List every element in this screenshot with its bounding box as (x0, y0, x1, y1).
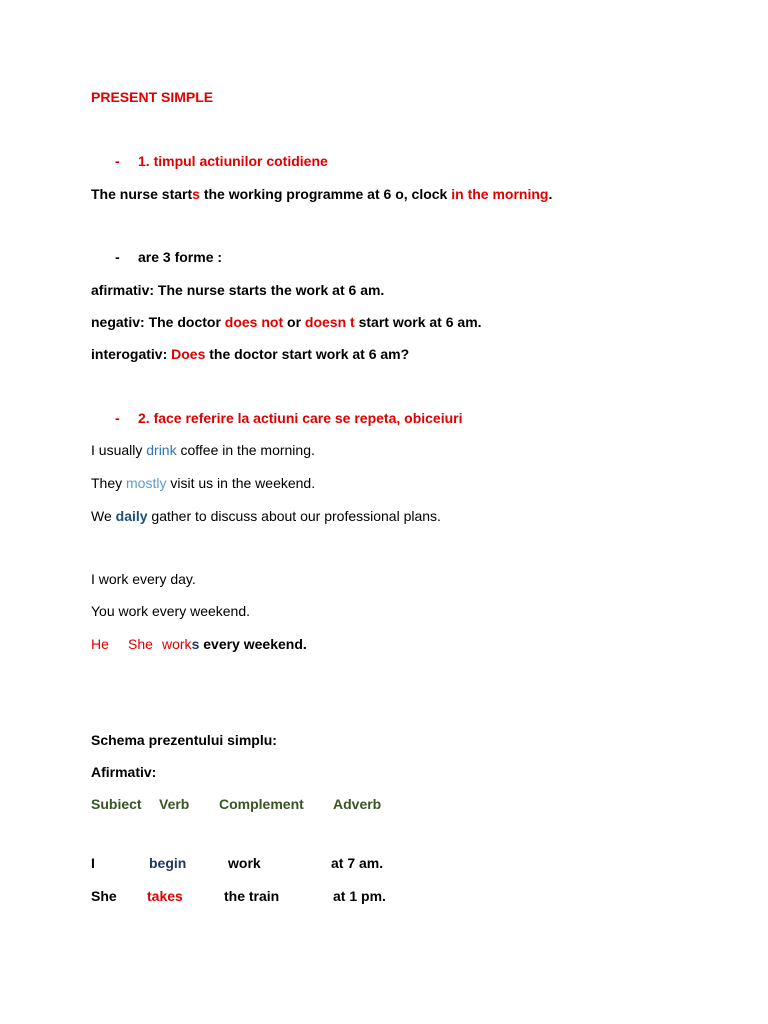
verb-highlight: drink (146, 442, 177, 458)
schema-row (91, 887, 691, 905)
adverb-highlight: daily (115, 508, 148, 524)
affirmative-example: afirmativ: The nurse starts the work at 6 am. (91, 282, 385, 298)
habit-example (91, 441, 315, 459)
schema-verb: takes (147, 888, 183, 904)
schema-affirmative-label: Afirmativ: (91, 764, 157, 780)
third-person-verb-phrase (162, 635, 307, 653)
schema-columns-row (91, 795, 691, 813)
schema-adverb: at 7 am. (331, 855, 384, 871)
example-text: every weekend. (199, 636, 307, 652)
schema-title: Schema prezentului simplu: (91, 732, 277, 748)
negation-highlight: doesn t (304, 314, 355, 330)
conjugation-second-person: You work every weekend. (91, 603, 251, 619)
schema-complement: the train (224, 888, 280, 904)
section2-heading-row (91, 409, 691, 427)
bullet-dash: - (115, 249, 120, 265)
verb-ending: s (191, 636, 200, 652)
habit-example (91, 474, 315, 492)
example-text: The nurse start (91, 186, 193, 202)
habit-example (91, 507, 441, 525)
schema-adverb: at 1 pm. (333, 888, 386, 904)
column-adverb: Adverb (333, 796, 382, 812)
conjugation-first-person: I work every day. (91, 571, 196, 587)
bullet-dash: - (115, 410, 120, 426)
bullet-dash: - (115, 153, 120, 169)
schema-subject: I (91, 855, 95, 871)
negative-example (91, 313, 482, 331)
pronoun-she: She (128, 636, 153, 652)
schema-subject: She (91, 888, 117, 904)
example-text: I usually (91, 442, 147, 458)
section1-example (91, 185, 552, 203)
example-text: the doctor start work at 6 am? (205, 346, 410, 362)
interrogative-example (91, 345, 409, 363)
column-subject: Subiect (91, 796, 142, 812)
auxiliary-highlight: Does (171, 346, 206, 362)
pronoun-he: He (91, 636, 109, 652)
verb-stem: work (162, 636, 192, 652)
negation-highlight: does not (224, 314, 284, 330)
column-verb: Verb (159, 796, 190, 812)
page-title: PRESENT SIMPLE (91, 89, 214, 105)
section2-heading: 2. face referire la actiuni care se repeta, obiceiuri (138, 410, 463, 426)
schema-verb: begin (149, 855, 187, 871)
section1-heading: 1. timpul actiunilor cotidiene (138, 153, 328, 169)
example-text: or (283, 314, 305, 330)
schema-complement: work (228, 855, 261, 871)
example-text: the working programme at 6 o, clock (199, 186, 452, 202)
forms-heading: are 3 forme : (138, 249, 223, 265)
example-text: We (91, 508, 116, 524)
verb-ending-highlight: s (192, 186, 200, 202)
example-text: negativ: The doctor (91, 314, 225, 330)
example-text: . (548, 186, 553, 202)
example-text: start work at 6 am. (354, 314, 482, 330)
time-expression-highlight: in the morning (451, 186, 549, 202)
schema-row (91, 854, 691, 872)
example-text: visit us in the weekend. (166, 475, 316, 491)
adverb-highlight: mostly (126, 475, 167, 491)
example-text: gather to discuss about our professional plans. (147, 508, 441, 524)
column-complement: Complement (219, 796, 304, 812)
forms-heading-row (91, 248, 691, 266)
example-text: They (91, 475, 127, 491)
conjugation-third-person (91, 635, 691, 653)
section1-heading-row (91, 152, 691, 170)
example-text: interogativ: (91, 346, 172, 362)
example-text: coffee in the morning. (176, 442, 315, 458)
